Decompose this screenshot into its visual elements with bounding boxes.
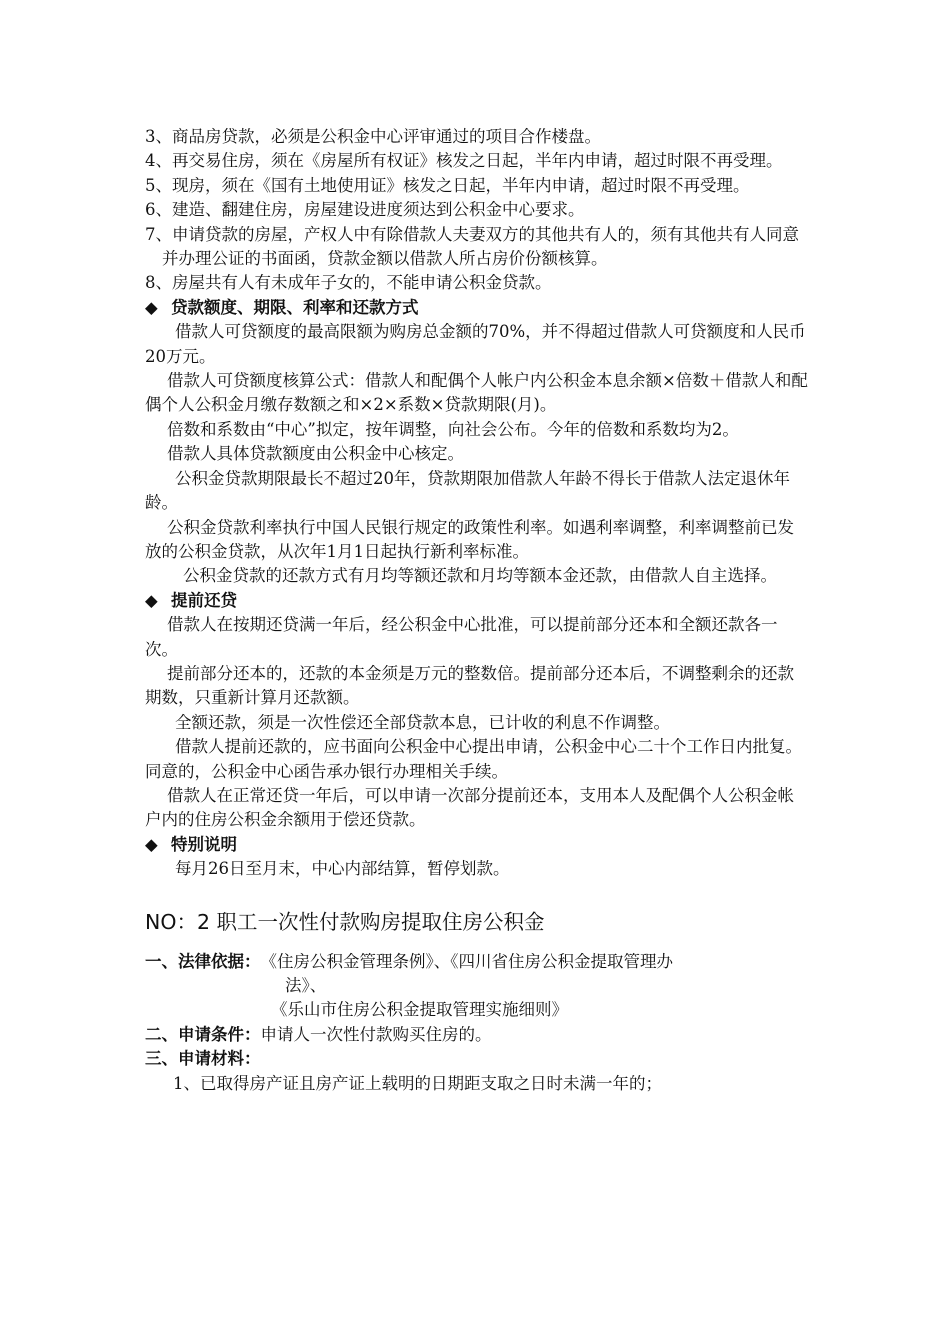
loan-section-heading bbox=[145, 296, 810, 320]
legal-basis-line3: 《乐山市住房公积金提取管理实施细则》 bbox=[271, 1000, 568, 1020]
special-section-title: 特别说明 bbox=[171, 834, 237, 854]
prepay-section-title: 提前还贷 bbox=[171, 590, 237, 610]
prepay-section-heading bbox=[145, 589, 810, 613]
special-paragraph: 每月26日至月末，中心内部结算，暂停划款。 bbox=[175, 859, 510, 879]
prepay-paragraph: 提前部分还本的，还款的本金须是万元的整数倍。提前部分还本后，不调整剩余的还款期数，只重新计算月还款额。 bbox=[145, 663, 794, 708]
application-condition-label: 二、申请条件： bbox=[145, 1024, 261, 1044]
application-materials-row bbox=[145, 1047, 810, 1071]
condition-item-6: 6、建造、翻建住房，房屋建设进度须达到公积金中心要求。 bbox=[145, 200, 585, 220]
loan-paragraph: 借款人具体贷款额度由公积金中心核定。 bbox=[167, 444, 464, 464]
prepay-paragraph: 借款人在按期还贷满一年后，经公积金中心批准，可以提前部分还本和全额还款各一次。 bbox=[145, 615, 778, 659]
special-section-heading bbox=[145, 833, 810, 857]
loan-paragraph: 公积金贷款的还款方式有月均等额还款和月均等额本金还款，由借款人自主选择。 bbox=[183, 566, 777, 586]
legal-basis-row bbox=[145, 950, 810, 974]
loan-paragraph: 倍数和系数由“中心”拟定，按年调整，向社会公布。今年的倍数和系数均为2。 bbox=[167, 419, 739, 439]
no2-title: NO：2 职工一次性付款购房提取住房公积金 bbox=[145, 909, 545, 934]
prepay-paragraph: 借款人在正常还贷一年后，可以申请一次部分提前还本，支用本人及配偶个人公积金帐户内的住房公积金余额用于偿还贷款。 bbox=[145, 785, 794, 830]
diamond-bullet-icon: ◆ bbox=[145, 297, 158, 317]
legal-basis-continuation bbox=[145, 974, 810, 1023]
application-condition-row bbox=[145, 1023, 810, 1047]
condition-item-5: 5、现房，须在《国有土地使用证》核发之日起，半年内申请，超过时限不再受理。 bbox=[145, 175, 750, 195]
loan-paragraph: 公积金贷款利率执行中国人民银行规定的政策性利率。如遇利率调整，利率调整前已发放的公积金贷款，从次年1月1日起执行新利率标准。 bbox=[145, 517, 794, 561]
legal-basis-line2: 法》、 bbox=[285, 976, 327, 995]
loan-paragraph: 借款人可贷额度的最高限额为购房总金额的70%，并不得超过借款人可贷额度和人民币20万元。 bbox=[145, 322, 806, 366]
loan-paragraph: 公积金贷款期限最长不超过20年，贷款期限加借款人年龄不得长于借款人法定退休年龄。 bbox=[145, 468, 790, 513]
legal-basis-label: 一、法律依据： bbox=[145, 951, 261, 971]
application-materials-label: 三、申请材料： bbox=[145, 1049, 261, 1069]
condition-item-8: 8、房屋共有人有未成年子女的，不能申请公积金贷款。 bbox=[145, 273, 552, 293]
condition-item-3: 3、商品房贷款，必须是公积金中心评审通过的项目合作楼盘。 bbox=[145, 127, 601, 146]
document-content bbox=[145, 125, 810, 1096]
prepay-paragraph: 全额还款，须是一次性偿还全部贷款本息，已计收的利息不作调整。 bbox=[175, 712, 670, 732]
condition-item-7: 7、申请贷款的房屋，产权人中有除借款人夫妻双方的其他共有人的，须有其他共有人同意并办理公证的书面函，贷款金额以借款人所占房价份额核算。 bbox=[145, 224, 799, 269]
prepay-paragraph: 借款人提前还款的，应书面向公积金中心提出申请，公积金中心二十个工作日内批复。同意的，公积金中心函告承办银行办理相关手续。 bbox=[145, 737, 802, 781]
loan-section-title: 贷款额度、期限、利率和还款方式 bbox=[171, 297, 419, 317]
diamond-bullet-icon: ◆ bbox=[145, 834, 158, 854]
application-condition-text: 申请人一次性付款购买住房的。 bbox=[260, 1024, 492, 1044]
loan-paragraph: 借款人可贷额度核算公式：借款人和配偶个人帐户内公积金本息余额×倍数＋借款人和配偶个人公积金月缴存数额之和×2×系数×贷款期限(月)。 bbox=[145, 371, 808, 415]
diamond-bullet-icon: ◆ bbox=[145, 590, 158, 610]
legal-basis-line1: 《住房公积金管理条例》、《四川省住房公积金提取管理办 bbox=[260, 951, 673, 971]
materials-item: 1、已取得房产证且房产证上载明的日期距支取之日时未满一年的； bbox=[173, 1073, 662, 1093]
condition-item-4: 4、再交易住房，须在《房屋所有权证》核发之日起，半年内申请，超过时限不再受理。 bbox=[145, 151, 783, 171]
